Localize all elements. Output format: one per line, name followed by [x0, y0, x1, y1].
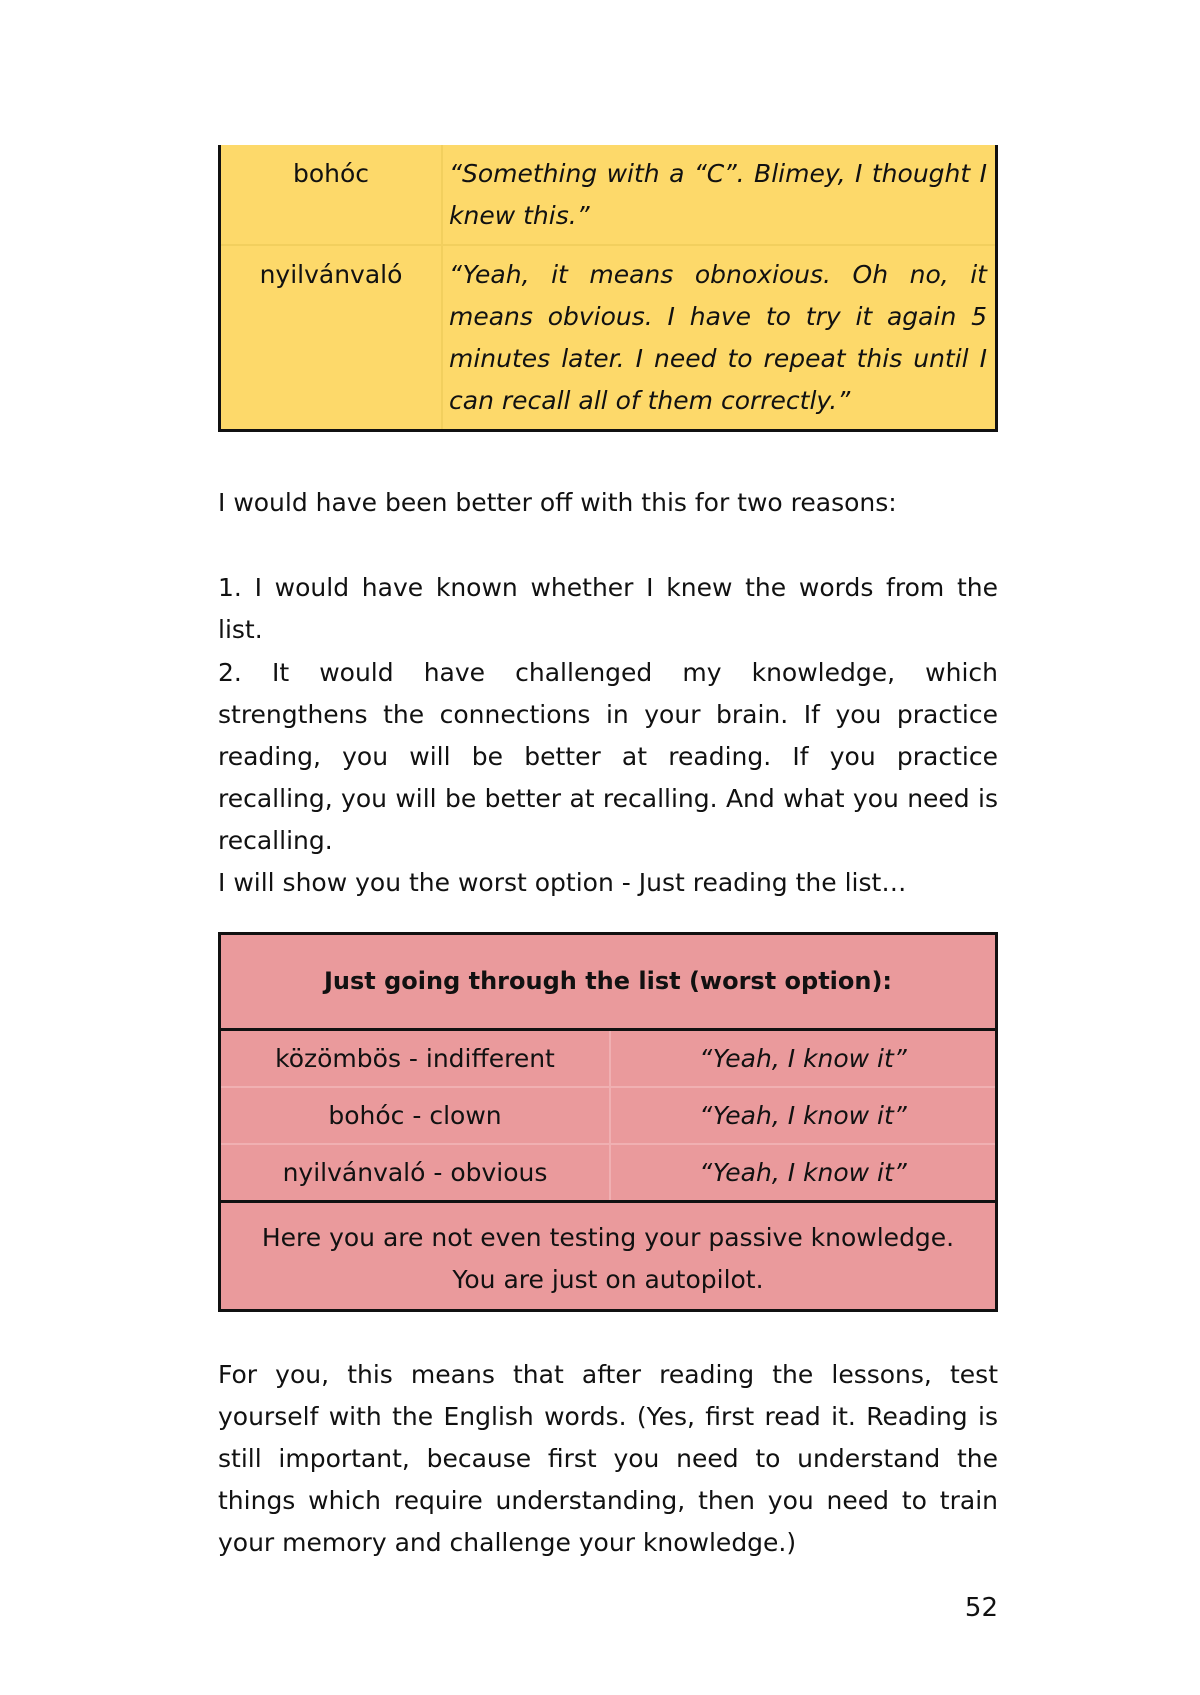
word-pair: nyilvánvaló - obvious — [221, 1145, 611, 1200]
paragraph: 1. I would have known whether I knew the words from the list. — [218, 573, 998, 644]
table-row — [221, 1088, 995, 1145]
table-row — [221, 246, 995, 429]
hungarian-word: nyilvánvaló — [221, 246, 443, 429]
thought-comment: “Yeah, it means obnoxious. Oh no, it means obvious. I have to try it again 5 minutes later. I need to repeat this until I can recall all of them correctly.” — [449, 260, 987, 415]
recall-table-continued — [218, 145, 998, 432]
worst-option-table — [218, 932, 998, 1312]
table-row — [221, 1145, 995, 1200]
paragraph: For you, this means that after reading the lessons, test yourself with the English words. (Yes, first read it. Reading is still important, because first you need to understand the things which require understanding, then you need to train your memory and challenge your knowledge.) — [218, 1360, 998, 1557]
paragraph: I will show you the worst option - Just reading the list… — [218, 868, 907, 897]
reaction: “Yeah, I know it” — [699, 1158, 907, 1187]
table-header: Just going through the list (worst option): — [221, 935, 995, 1031]
hungarian-word: bohóc — [221, 145, 443, 244]
thought-comment: “Something with a “C”. Blimey, I thought I knew this.” — [449, 159, 987, 230]
word-pair: közömbös - indifferent — [221, 1031, 611, 1086]
paragraph: 2. It would have challenged my knowledge, which strengthens the connections in your brain. If you practice reading, you will be better at reading. If you practice recalling, you will be better at recalling. And what you need is recalling. — [218, 658, 998, 855]
page-number: 52 — [964, 1593, 998, 1623]
paragraph: I would have been better off with this for two reasons: — [218, 488, 897, 517]
reaction: “Yeah, I know it” — [699, 1101, 907, 1130]
table-row — [221, 145, 995, 246]
table-row — [221, 1031, 995, 1088]
reaction: “Yeah, I know it” — [699, 1044, 907, 1073]
table-footer: Here you are not even testing your passive knowledge. You are just on autopilot. — [221, 1200, 995, 1309]
word-pair: bohóc - clown — [221, 1088, 611, 1143]
